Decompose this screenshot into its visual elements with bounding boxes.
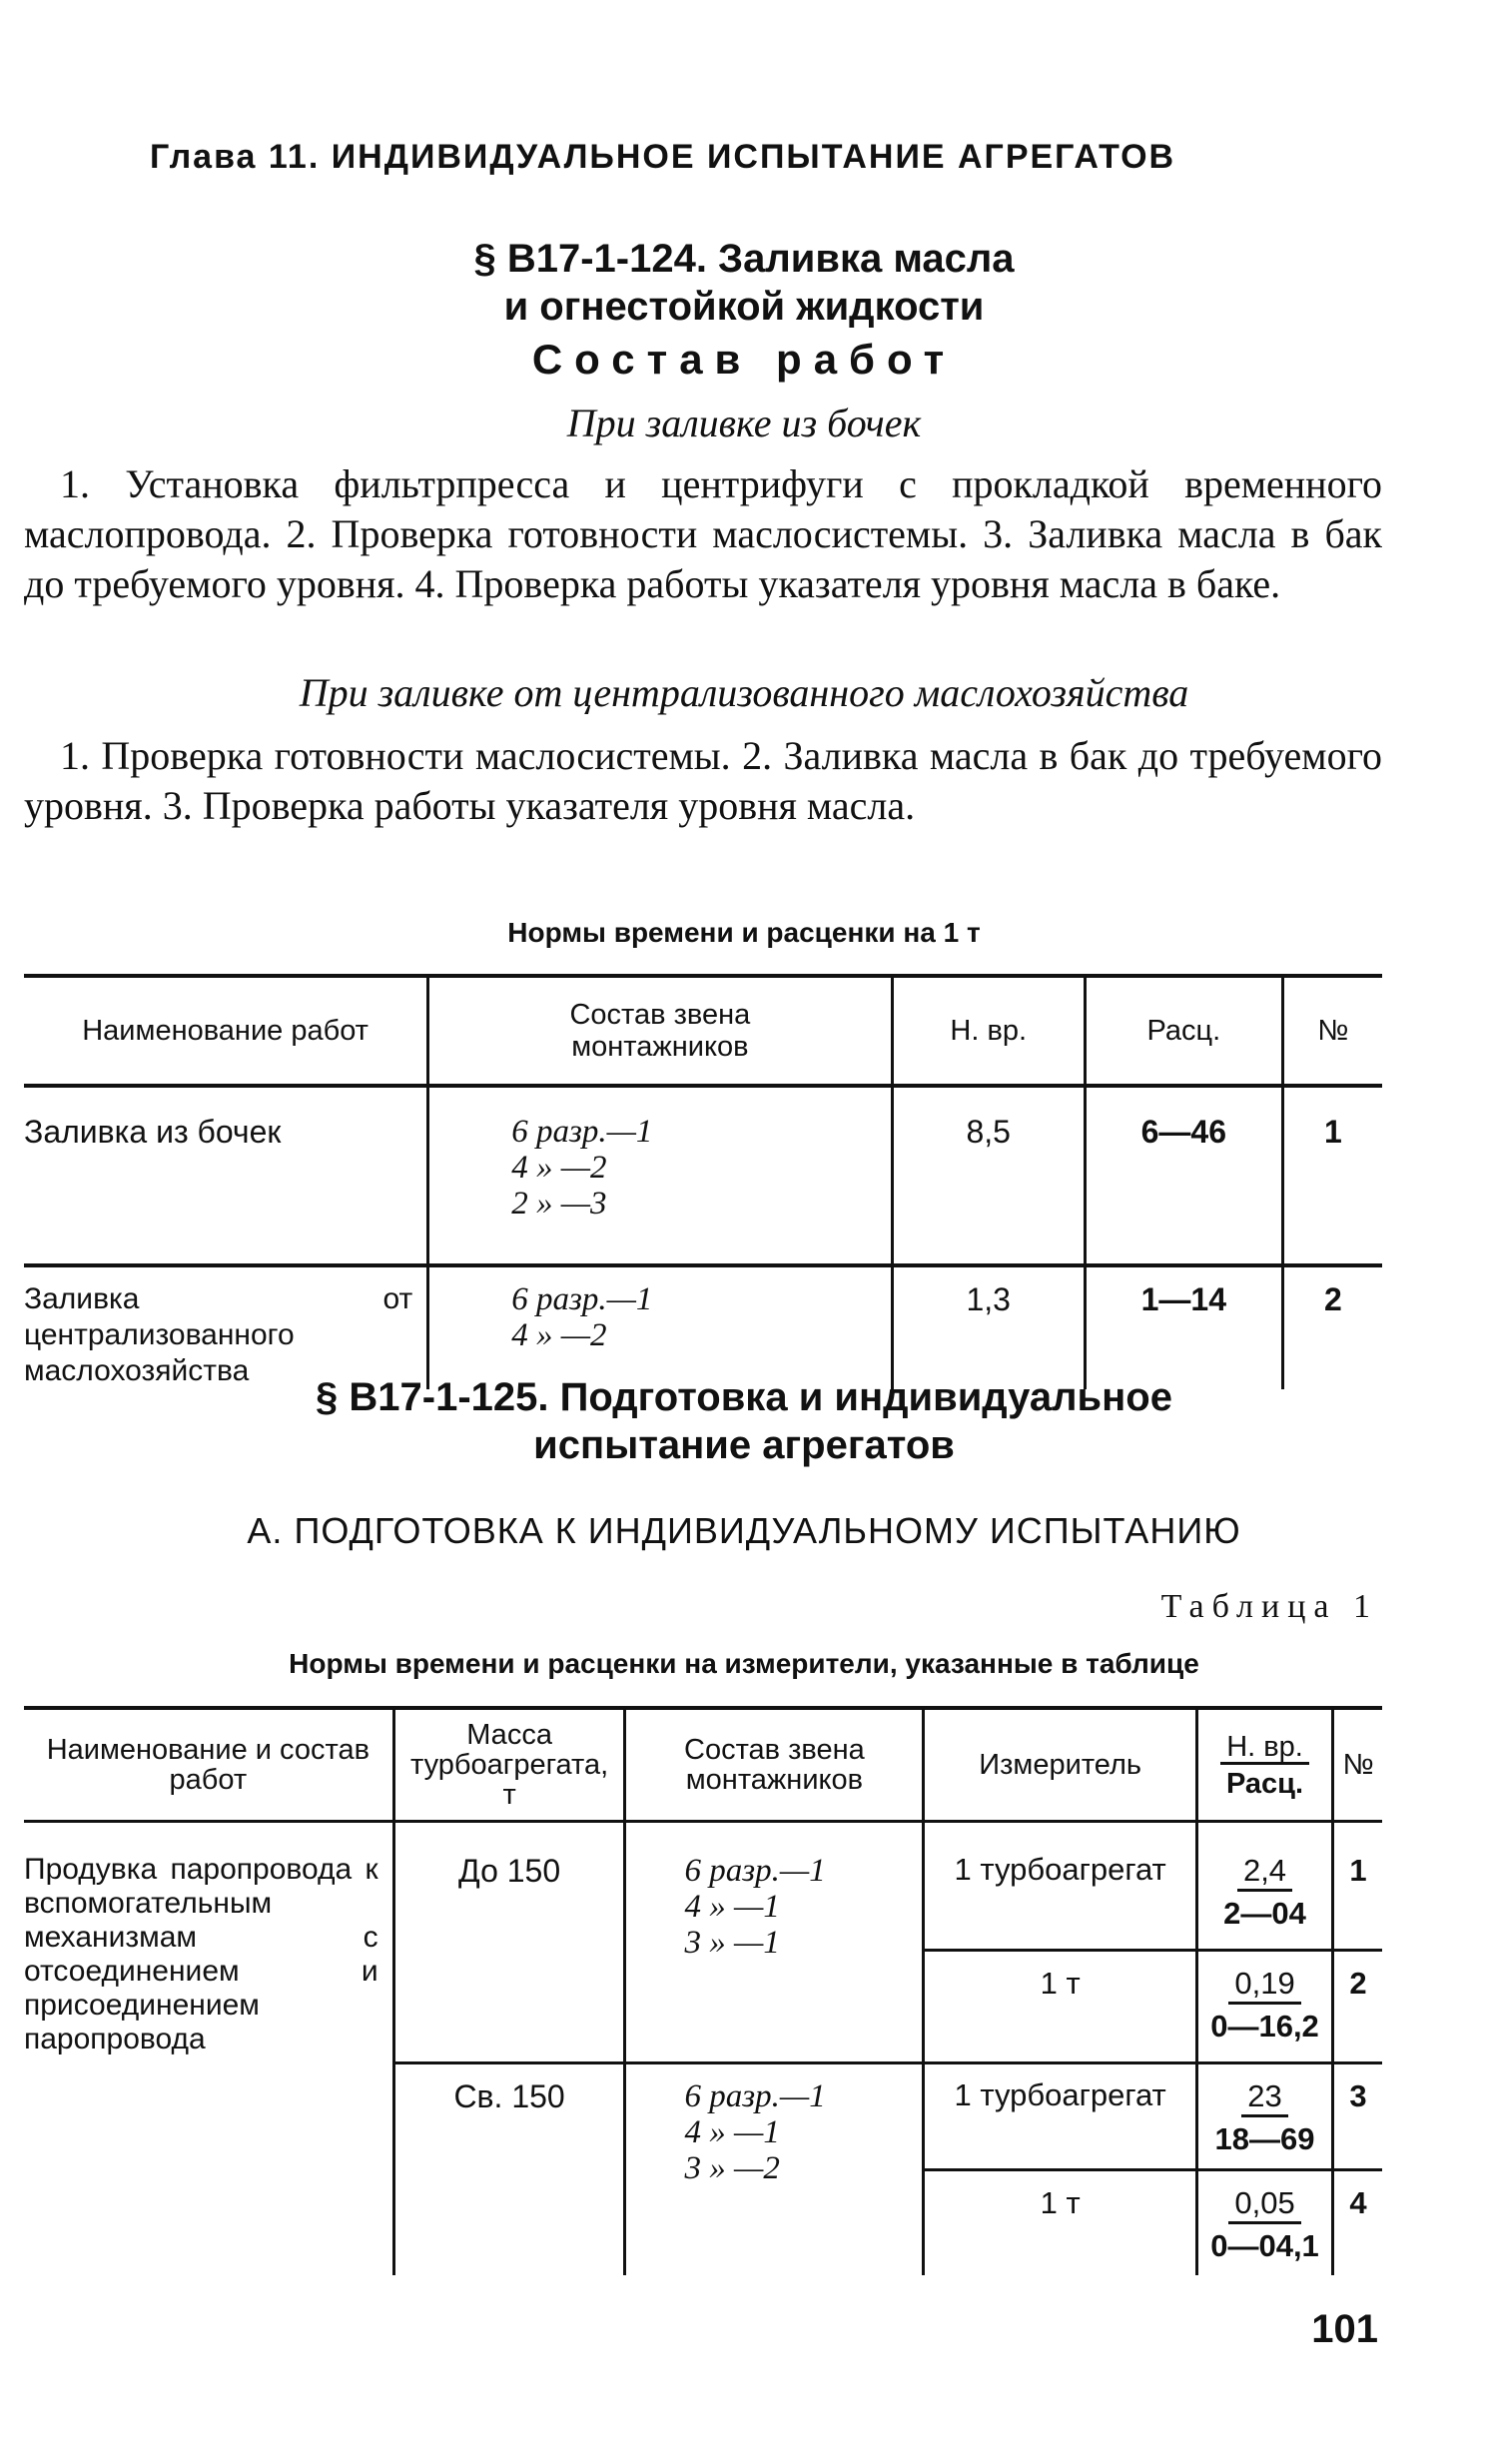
section-125-title-line1: § В17-1-125. Подготовка и индивидуальное bbox=[316, 1375, 1172, 1419]
col-header-number: № bbox=[1333, 1708, 1382, 1822]
row1-norm-rate bbox=[1196, 1822, 1332, 1951]
row4-number: 4 bbox=[1333, 2170, 1382, 2276]
group2-crew bbox=[625, 2063, 924, 2276]
paragraph-barrels bbox=[24, 459, 1382, 609]
row2-rate: 0—16,2 bbox=[1210, 2009, 1319, 2044]
crew-line: 4 » —1 bbox=[684, 1889, 780, 1925]
col-header-time-norm: Н. вр. bbox=[892, 976, 1085, 1086]
table-label: Таблица 1 bbox=[1160, 1588, 1378, 1625]
work-name: Продувка паропровода к вспомогательным механизмам с отсоединением и присоединением паропровода bbox=[24, 1853, 378, 2055]
row1-meter: 1 турбоагрегат bbox=[924, 1822, 1197, 1951]
crew-line: 6 разр.—1 bbox=[511, 1281, 653, 1317]
row2-time-norm: 1,3 bbox=[892, 1265, 1085, 1389]
paragraph-barrels-text: 1. Установка фильтрпресса и центрифуги с прокладкой временного маслопровода. 2. Проверка готовности маслосистемы. 3. Заливка масла в бак до требуемого уровня. 4. Проверка работы указателя уровня масла в баке. bbox=[24, 461, 1382, 606]
header-rate: Расц. bbox=[1225, 1767, 1304, 1800]
crew-line: 4 » —1 bbox=[684, 2114, 780, 2150]
col-header-meter: Измеритель bbox=[924, 1708, 1197, 1822]
subheading-barrels: При заливке из бочек bbox=[566, 401, 922, 445]
group1-mass: До 150 bbox=[393, 1822, 625, 2063]
row1-time-norm: 8,5 bbox=[892, 1086, 1085, 1265]
table-row bbox=[24, 1822, 1382, 1951]
table-row bbox=[24, 1265, 1382, 1389]
row4-meter: 1 т bbox=[924, 2170, 1197, 2276]
row3-meter: 1 турбоагрегат bbox=[924, 2063, 1197, 2170]
work-composition-heading: Состав работ bbox=[531, 336, 957, 383]
subheading-centralized: При заливке от централизованного маслохозяйства bbox=[299, 670, 1189, 715]
row1-number: 1 bbox=[1282, 1086, 1382, 1265]
col-header-norm-rate bbox=[1196, 1708, 1332, 1822]
section-124-title-line2: и огнестойкой жидкости bbox=[503, 285, 985, 329]
row3-norm-rate bbox=[1196, 2063, 1332, 2170]
norms-table-125 bbox=[24, 1706, 1382, 2275]
row3-number: 3 bbox=[1333, 2063, 1382, 2170]
row2-number: 2 bbox=[1333, 1951, 1382, 2063]
row4-norm-rate bbox=[1196, 2170, 1332, 2276]
row3-rate: 18—69 bbox=[1214, 2121, 1315, 2156]
table2-caption: Нормы времени и расценки на измерители, указанные в таблице bbox=[289, 1648, 1199, 1679]
row1-time-norm: 2,4 bbox=[1237, 1853, 1292, 1892]
norms-table-124 bbox=[24, 974, 1382, 1389]
row2-meter: 1 т bbox=[924, 1951, 1197, 2063]
col-header-rate: Расц. bbox=[1085, 976, 1282, 1086]
col-header-work-name: Наименование работ bbox=[24, 976, 428, 1086]
col-header-mass: Масса турбоагрегата, т bbox=[393, 1708, 625, 1822]
row2-time-norm: 0,19 bbox=[1228, 1966, 1300, 2005]
section-124-title-line1: § В17-1-124. Заливка масла bbox=[473, 237, 1015, 281]
crew-line: 6 разр.—1 bbox=[684, 2078, 826, 2114]
row1-work-name: Заливка из бочек bbox=[24, 1114, 282, 1150]
page-number: 101 bbox=[1311, 2307, 1378, 2351]
row1-crew bbox=[428, 1086, 892, 1265]
header-time-norm: Н. вр. bbox=[1220, 1732, 1309, 1765]
chapter-heading: Глава 11. ИНДИВИДУАЛЬНОЕ ИСПЫТАНИЕ АГРЕГАТОВ bbox=[150, 138, 1176, 176]
crew-line: 3 » —1 bbox=[684, 1925, 780, 1961]
row4-time-norm: 0,05 bbox=[1228, 2185, 1300, 2224]
col-header-number: № bbox=[1282, 976, 1382, 1086]
crew-line: 4 » —2 bbox=[511, 1150, 607, 1186]
row1-number: 1 bbox=[1333, 1822, 1382, 1951]
row2-norm-rate bbox=[1196, 1951, 1332, 2063]
row4-rate: 0—04,1 bbox=[1210, 2228, 1319, 2263]
paragraph-centralized-text: 1. Проверка готовности маслосистемы. 2. Заливка масла в бак до требуемого уровня. 3. Проверка работы указателя уровня масла. bbox=[24, 733, 1382, 828]
col-header-work-name: Наименование и состав работ bbox=[24, 1708, 393, 1822]
crew-line: 6 разр.—1 bbox=[684, 1853, 826, 1889]
row3-time-norm: 23 bbox=[1241, 2078, 1287, 2117]
table-row bbox=[24, 1086, 1382, 1265]
crew-line: 4 » —2 bbox=[511, 1317, 607, 1353]
col-header-crew: Состав звена монтажников bbox=[625, 1708, 924, 1822]
part-a-heading: А. ПОДГОТОВКА К ИНДИВИДУАЛЬНОМУ ИСПЫТАНИЮ bbox=[247, 1510, 1241, 1551]
row2-work-name: Заливка от централизованного маслохозяйства bbox=[24, 1265, 428, 1389]
section-125-title-line2: испытание агрегатов bbox=[533, 1423, 955, 1467]
col-header-crew: Состав звена монтажников bbox=[428, 976, 892, 1086]
row2-crew bbox=[428, 1265, 892, 1389]
row1-rate: 6—46 bbox=[1085, 1086, 1282, 1265]
crew-line: 2 » —3 bbox=[511, 1186, 607, 1222]
paragraph-centralized bbox=[24, 731, 1382, 831]
row1-rate: 2—04 bbox=[1223, 1896, 1306, 1931]
table1-caption: Нормы времени и расценки на 1 т bbox=[507, 917, 981, 948]
row2-number: 2 bbox=[1282, 1265, 1382, 1389]
row2-rate: 1—14 bbox=[1085, 1265, 1282, 1389]
crew-line: 6 разр.—1 bbox=[511, 1114, 653, 1150]
group2-mass: Св. 150 bbox=[393, 2063, 625, 2276]
group1-crew bbox=[625, 1822, 924, 2063]
crew-line: 3 » —2 bbox=[684, 2150, 780, 2186]
